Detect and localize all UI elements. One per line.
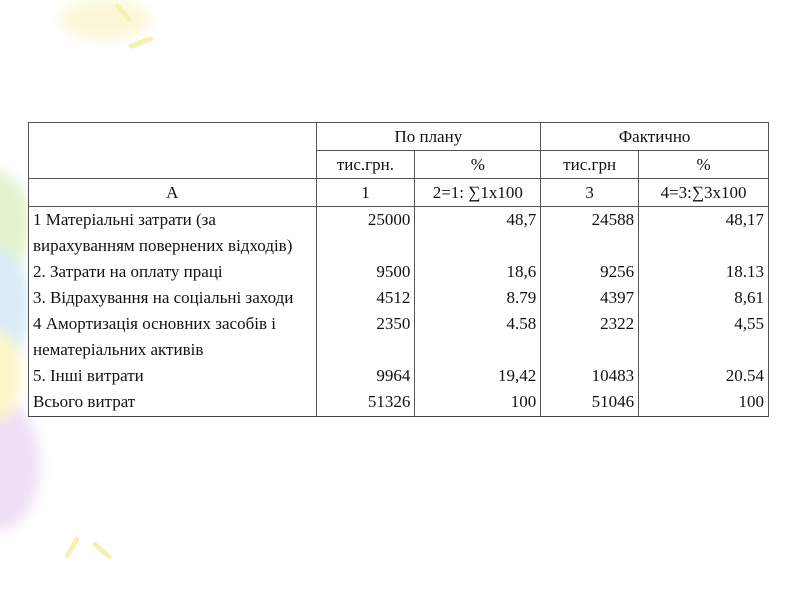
- index-cell: 3: [541, 179, 639, 207]
- table-row: [29, 389, 769, 417]
- actual-value: 24588: [541, 207, 639, 260]
- header-actual-pct: %: [639, 151, 769, 179]
- row-label: 2. Затрати на оплату праці: [29, 259, 317, 285]
- actual-value: 9256: [541, 259, 639, 285]
- actual-percent: 100: [639, 389, 769, 417]
- decorative-shape: [60, 0, 150, 40]
- plan-value: 2350: [316, 311, 415, 363]
- actual-value: 4397: [541, 285, 639, 311]
- header-plan-unit: тис.грн.: [316, 151, 415, 179]
- decorative-shape: [0, 400, 40, 530]
- plan-percent: 48,7: [415, 207, 541, 260]
- index-cell: 4=3:∑3x100: [639, 179, 769, 207]
- index-cell: 1: [316, 179, 415, 207]
- index-row: [29, 179, 769, 207]
- row-label: 3. Відрахування на соціальні заходи: [29, 285, 317, 311]
- row-label: 5. Інші витрати: [29, 363, 317, 389]
- index-cell: А: [29, 179, 317, 207]
- table-row: [29, 363, 769, 389]
- plan-percent: 18,6: [415, 259, 541, 285]
- table-row: [29, 259, 769, 285]
- plan-value: 9500: [316, 259, 415, 285]
- actual-value: 2322: [541, 311, 639, 363]
- header-plan-pct: %: [415, 151, 541, 179]
- plan-value: 4512: [316, 285, 415, 311]
- index-cell: 2=1: ∑1x100: [415, 179, 541, 207]
- plan-value: 51326: [316, 389, 415, 417]
- actual-value: 10483: [541, 363, 639, 389]
- table-row: [29, 285, 769, 311]
- plan-percent: 8.79: [415, 285, 541, 311]
- row-label: 4 Амортизація основних засобів і нематеріальних активів: [29, 311, 317, 363]
- header-actual: Фактично: [541, 123, 769, 151]
- table-row: [29, 311, 769, 363]
- header-plan: По плану: [316, 123, 541, 151]
- header-empty-cell: [29, 123, 317, 179]
- actual-percent: 18.13: [639, 259, 769, 285]
- decorative-ray: [64, 536, 80, 559]
- plan-percent: 100: [415, 389, 541, 417]
- table-row: [29, 207, 769, 260]
- actual-value: 51046: [541, 389, 639, 417]
- decorative-ray: [91, 541, 113, 560]
- header-row-groups: [29, 123, 769, 151]
- header-actual-unit: тис.грн: [541, 151, 639, 179]
- actual-percent: 8,61: [639, 285, 769, 311]
- actual-percent: 20.54: [639, 363, 769, 389]
- row-label: Всього витрат: [29, 389, 317, 417]
- decorative-ray: [128, 36, 154, 50]
- plan-percent: 4.58: [415, 311, 541, 363]
- cost-table: [28, 122, 769, 417]
- plan-percent: 19,42: [415, 363, 541, 389]
- plan-value: 9964: [316, 363, 415, 389]
- actual-percent: 48,17: [639, 207, 769, 260]
- actual-percent: 4,55: [639, 311, 769, 363]
- row-label: 1 Матеріальні затрати (за вирахуванням повернених відходів): [29, 207, 317, 260]
- plan-value: 25000: [316, 207, 415, 260]
